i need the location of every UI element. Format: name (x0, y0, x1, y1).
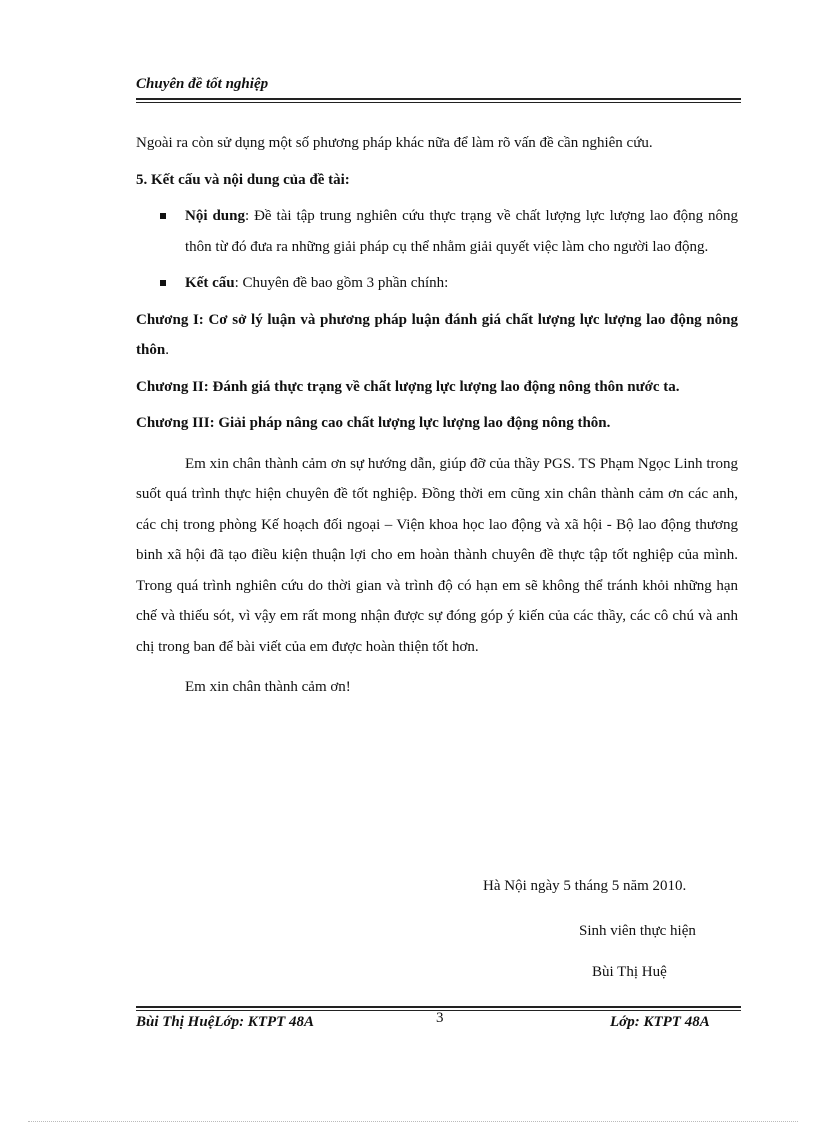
bullet-label: Kết cấu (185, 275, 235, 291)
chapter-title: Chương I: Cơ sở lý luận và phương pháp luận đánh giá chất lượng lực lượng lao động nông thôn (136, 311, 738, 358)
signature-name: Bùi Thị Huệ (592, 964, 667, 980)
header-rule-thin (136, 102, 741, 103)
header-rule (136, 98, 741, 100)
chapter-2 (136, 372, 738, 403)
chapter-3 (136, 408, 738, 439)
signature-date: Hà Nội ngày 5 tháng 5 năm 2010. (483, 878, 687, 894)
chapter-title: Chương III: Giải pháp nâng cao chất lượng lực lượng lao động nông thôn. (136, 415, 611, 431)
signature-role: Sinh viên thực hiện (579, 923, 696, 939)
section-heading: 5. Kết cấu và nội dung của đề tài: (136, 171, 350, 188)
chapter-title: Chương II: Đánh giá thực trạng về chất lượng lực lượng lao động nông thôn nước ta. (136, 378, 680, 395)
bullet-item-content (136, 201, 738, 262)
bullet-item-structure (136, 268, 738, 299)
header-title: Chuyên đề tốt nghiệp (136, 76, 269, 92)
document-body (136, 128, 738, 703)
bullet-text: : Đề tài tập trung nghiên cứu thực trạng về chất lượng lực lượng lao động nông thôn từ đó đưa ra những giải pháp cụ thể nhằm giải quyết việc làm cho người lao động. (185, 208, 739, 255)
intro-paragraph: Ngoài ra còn sử dụng một số phương pháp khác nữa để làm rõ vấn đề cần nghiên cứu. (136, 135, 653, 151)
footer-left: Bùi Thị HuệLớp: KTPT 48A (136, 1014, 315, 1030)
bullet-square-icon (160, 280, 166, 286)
acknowledgement-paragraph: Em xin chân thành cảm ơn sự hướng dẫn, giúp đỡ của thầy PGS. TS Phạm Ngọc Linh trong suốt quá trình thực hiện chuyên đề tốt nghiệp. Đồng thời em cũng xin chân thành cảm ơn các anh, các chị trong phòng Kế hoạch đối ngoại – Viện khoa học lao động và xã hội - Bộ lao động thương binh xã hội đã tạo điều kiện thuận lợi cho em hoàn thành chuyên đề thực tập tốt nghiệp của mình. Trong quá trình nghiên cứu do thời gian và trình độ có hạn em sẽ không thể tránh khỏi những hạn chế và thiếu sót, vì vậy em rất mong nhận được sự đóng góp ý kiến của các thầy, các cô chú và anh chị trong ban để bài viết của em được hoàn thiện tốt hơn. (136, 455, 738, 655)
page-edge-divider (28, 1121, 798, 1122)
thanks-line: Em xin chân thành cảm ơn! (185, 679, 351, 695)
footer-rule (136, 1006, 741, 1008)
chapter-1 (136, 305, 738, 366)
bullet-label: Nội dung (185, 208, 245, 224)
bullet-text: : Chuyên đề bao gồm 3 phần chính: (234, 275, 449, 291)
page-number: 3 (436, 1010, 444, 1026)
chapter-tail: . (165, 342, 169, 358)
bullet-square-icon (160, 213, 166, 219)
footer-right: Lớp: KTPT 48A (610, 1014, 710, 1030)
